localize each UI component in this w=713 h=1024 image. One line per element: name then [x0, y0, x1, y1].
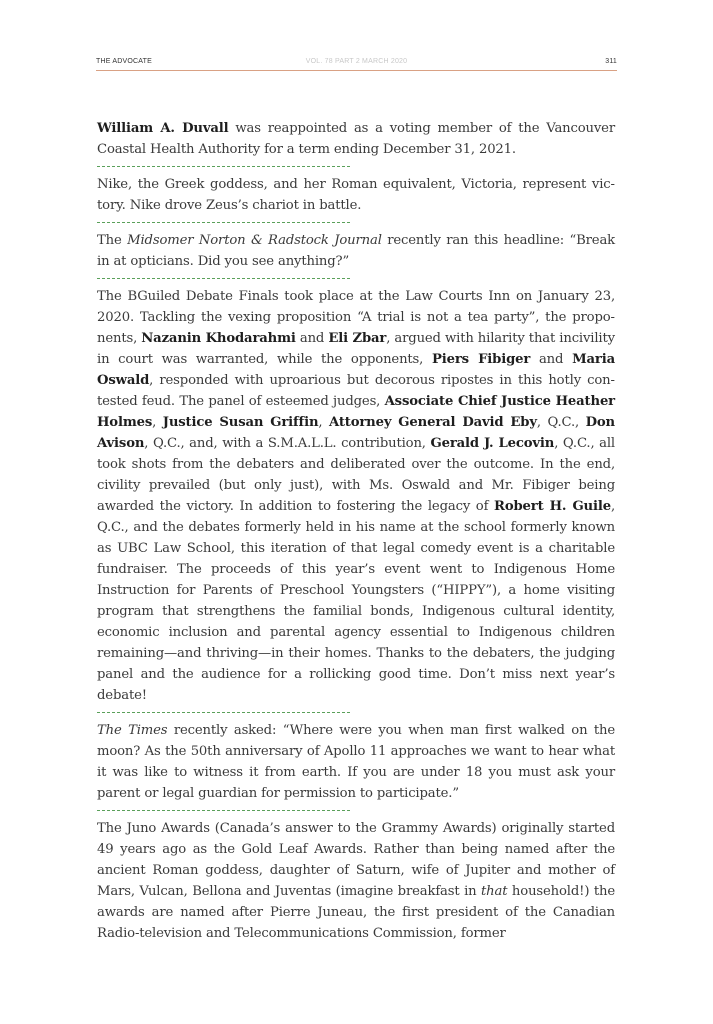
item-text: The — [97, 233, 128, 248]
item-text: The Juno Awards (Canada’s answer to the Grammy Awards) originally started 49 years ago as the Gold Leaf Awards. Rather than being named after the ancient Roman goddess, daughter of Saturn, wife of Jupiter and mother of Mars, Vulcan, Bellona and Juventas (imagine breakfast in — [97, 821, 615, 899]
name-highlight: Attorney General David Eby — [328, 415, 537, 430]
news-item — [97, 118, 615, 160]
name-highlight: William A. Duvall — [97, 121, 229, 136]
item-text: , — [152, 415, 163, 430]
item-text: , — [318, 415, 329, 430]
name-highlight: Robert H. Guile — [494, 499, 611, 514]
news-item — [97, 818, 615, 944]
header-rule — [96, 70, 617, 71]
issue-info: VOL. 78 PART 2 MARCH 2020 — [305, 58, 408, 65]
news-item — [97, 286, 615, 706]
item-separator — [97, 712, 350, 713]
item-text: and — [295, 331, 329, 346]
item-separator — [97, 278, 350, 279]
name-highlight: Associate Chief Justice Heather Holmes — [97, 394, 615, 430]
name-highlight: Gerald J. Lecovin — [430, 436, 555, 451]
name-highlight: Justice Susan Griffin — [162, 415, 319, 430]
item-text: , Q.C., and the debates formerly held in his name at the school formerly known as UBC Law School, this iteration of that legal comedy event is a charitable fundraiser. The proceeds of this year’s event went to Indigenous Home Instruction for Parents of Preschool Youngsters (“HIPPY”), a home visiting program that strengthens the familial bonds, Indigenous cultural identity, economic inclusion and parental agency essential to Indigenous children remaining—and thriving—in their homes. Thanks to the debaters, the judging panel and the audience for a rollicking good time. Don’t miss next year’s debate! — [97, 499, 615, 703]
item-text: was reappointed as a voting member of the Vancouver Coastal Health Authority for a term ending December 31, 2021. — [97, 121, 615, 157]
item-text: The BGuiled Debate Finals took place at the Law Courts Inn on January 23, 2020. Tackling the vexing proposition “A trial is not a tea party”, the proponents, — [97, 289, 615, 346]
name-highlight: Nazanin Khodarahmi — [141, 331, 296, 346]
italic-title: that — [481, 884, 508, 899]
running-header — [96, 58, 617, 70]
news-item — [97, 174, 615, 216]
name-highlight: Maria Oswald — [97, 352, 615, 388]
item-separator — [97, 222, 350, 223]
item-text: Nike, the Greek goddess, and her Roman equivalent, Victoria, represent victory. Nike drove Zeus’s chariot in battle. — [97, 177, 615, 213]
news-item — [97, 230, 615, 272]
item-text: , argued with hilarity that incivility in court was warranted, while the opponents, — [97, 331, 615, 367]
item-text: , Q.C., — [536, 415, 586, 430]
item-separator — [97, 810, 350, 811]
italic-title: The Times — [97, 723, 168, 738]
name-highlight: Eli Zbar — [328, 331, 387, 346]
italic-title: Midsomer Norton & Radstock Journal — [127, 233, 382, 248]
item-text: , responded with uproarious but decorous ripostes in this hotly contested feud. The panel of esteemed judges, — [97, 373, 615, 409]
item-text: recently asked: “Where were you when man first walked on the moon? As the 50th anniversary of Apollo 11 approaches we want to hear what it was like to witness it from earth. If you are under 18 you must ask your parent or legal guardian for permission to participate.” — [97, 723, 615, 801]
news-item — [97, 720, 615, 804]
item-text: , Q.C., all took shots from the debaters and deliberated over the outcome. In the end, civility prevailed (but only just), with Ms. Oswald and Mr. Fibiger being awarded the victory. In addition to fostering the legacy of — [97, 436, 615, 514]
item-text: household!) the awards are named after Pierre Juneau, the first president of the Canadian Radio-television and Telecommunications Commission, former — [97, 884, 616, 941]
name-highlight: Don Avison — [97, 415, 615, 451]
item-text: recently ran this headline: “Break in at opticians. Did you see anything?” — [97, 233, 615, 269]
page-body — [97, 118, 615, 944]
publication-name: THE ADVOCATE — [96, 58, 152, 65]
item-separator — [97, 166, 350, 167]
name-highlight: Piers Fibiger — [431, 352, 531, 367]
item-text: and — [530, 352, 573, 367]
item-text: , Q.C., and, with a S.M.A.L.L. contribution, — [144, 436, 431, 451]
page-number: 311 — [605, 58, 617, 65]
